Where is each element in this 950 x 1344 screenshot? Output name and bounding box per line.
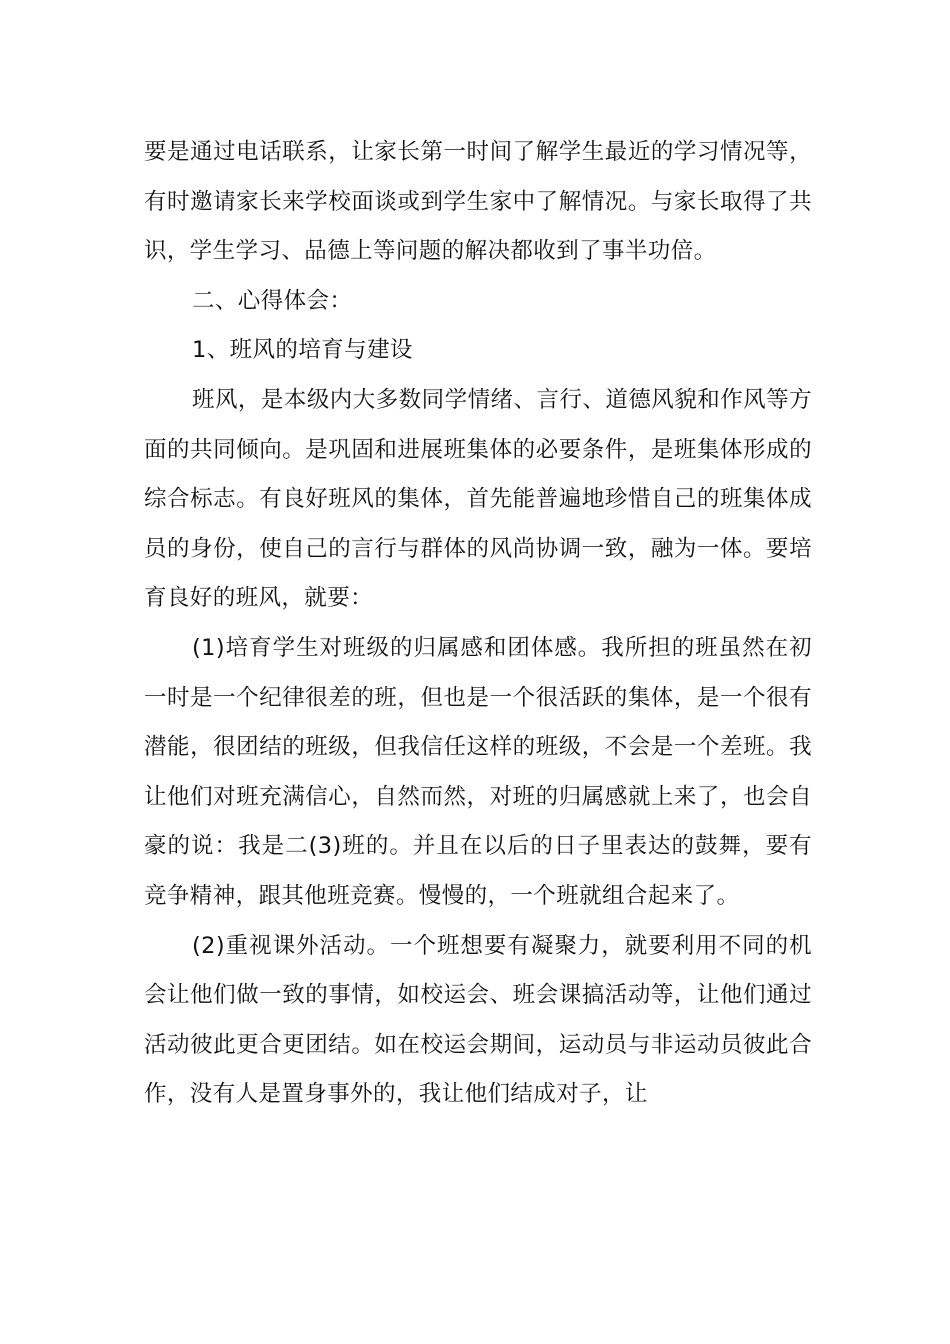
paragraph-parent-contact: 要是通过电话联系，让家长第一时间了解学生最近的学习情况等，有时邀请家长来学校面谈或到学生家中了解情况。与家长取得了共识，学生学习、品德上等问题的解决都收到了事半功倍。 xyxy=(144,139,812,265)
paragraph-extracurricular: (2)重视课外活动。一个班想要有凝聚力，就要利用不同的机会让他们做一致的事情，如校运会、班会课搞活动等，让他们通过活动彼此更合更团结。如在校运会期间，运动员与非运动员彼此合作，没有人是置身事外的，我让他们结成对子，让 xyxy=(144,932,812,1108)
paragraph-belonging: (1)培育学生对班级的归属感和团体感。我所担的班虽然在初一时是一个纪律很差的班，但也是一个很活跃的集体，是一个很有潜能，很团结的班级，但我信任这样的班级，不会是一个差班。我让他们对班充满信心，自然而然，对班的归属感就上来了，也会自豪的说：我是二(3)班的。并且在以后的日子里表达的鼓舞，要有竞争精神，跟其他班竞赛。慢慢的，一个班就组合起来了。 xyxy=(144,634,812,909)
heading-experience: 二、心得体会： xyxy=(192,287,353,314)
document-body xyxy=(144,128,812,1120)
paragraph-class-culture-definition: 班风，是本级内大多数同学情绪、言行、道德风貌和作风等方面的共同倾向。是巩固和进展班集体的必要条件，是班集体形成的综合标志。有良好班风的集体，首先能普遍地珍惜自己的班集体成员的身份，使自己的言行与群体的风尚协调一致，融为一体。要培育良好的班风，就要： xyxy=(144,386,812,612)
subheading-class-culture: 1、班风的培育与建设 xyxy=(192,337,413,364)
